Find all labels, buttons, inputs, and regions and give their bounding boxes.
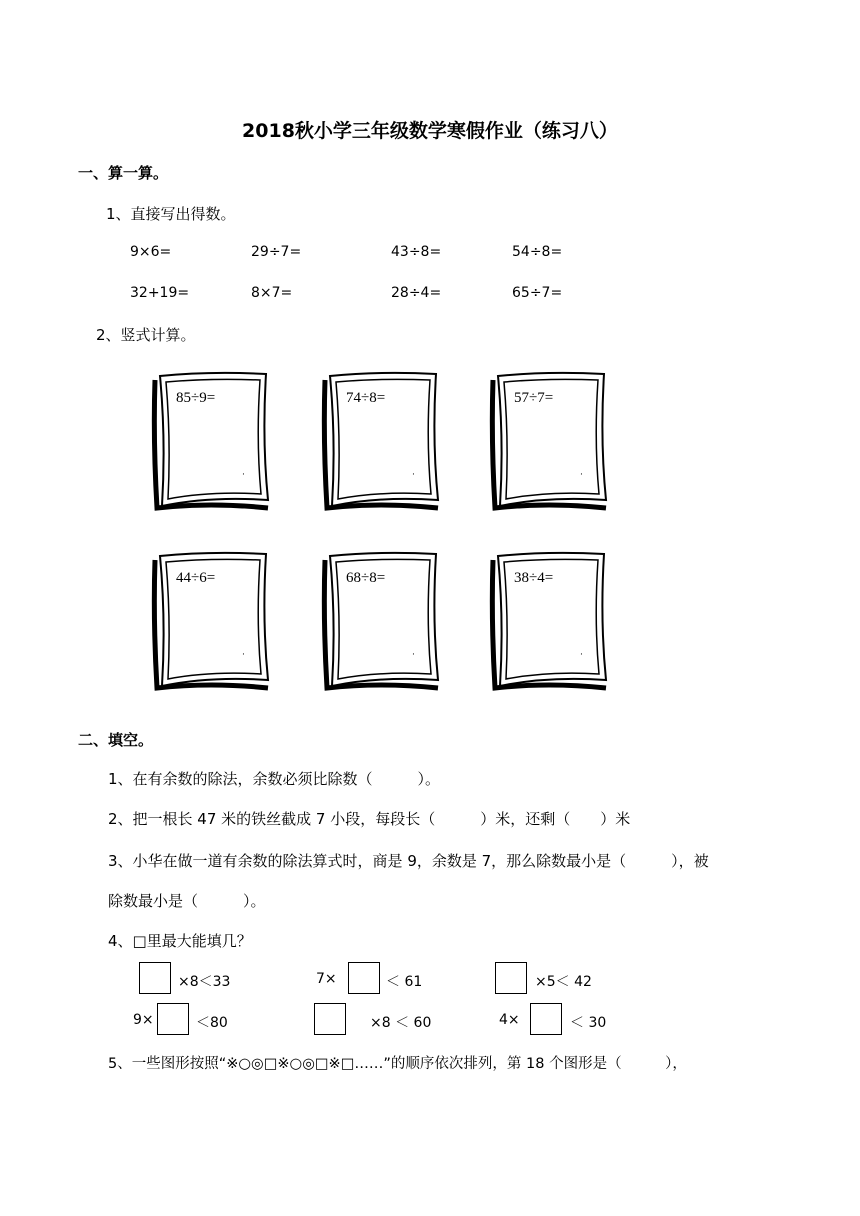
small-dot: · [242,470,245,480]
answer-box[interactable] [348,962,380,994]
fill-q1: 1、在有余数的除法，余数必须比除数（ ）。 [108,770,441,788]
small-dot: · [242,650,245,660]
inequality-text: ×8＜33 [178,974,231,990]
vertical-calc-expression: 74÷8= [346,390,386,406]
small-dot: · [580,470,583,480]
inequality-text: ＜ 30 [570,1015,607,1031]
inequality-text: ×8 ＜ 60 [370,1015,432,1031]
inequality-text: ×5＜ 42 [535,974,592,990]
fill-q2: 2、把一根长 47 米的铁丝截成 7 小段，每段长（ ）米，还剩（ ）米 [108,810,631,828]
fill-q5: 5、一些图形按照“※○◎□※○◎□※□……”的顺序依次排列，第 18 个图形是（ ）， [108,1056,687,1072]
calc-item: 28÷4= [391,285,442,301]
calc-item: 54÷8= [512,244,563,260]
fill-q4: 4、□里最大能填几？ [108,932,252,950]
answer-box[interactable] [495,962,527,994]
answer-box[interactable] [530,1003,562,1035]
vertical-calc-expression: 68÷8= [346,570,386,586]
q2-label: 2、竖式计算。 [96,326,196,344]
small-dot: · [412,650,415,660]
calc-frame [320,550,440,692]
section-2-heading: 二、填空。 [78,731,154,749]
section-1-heading: 一、算一算。 [78,164,169,182]
calc-item: 65÷7= [512,285,563,301]
q1-label: 1、直接写出得数。 [106,205,236,223]
calc-item: 32+19= [130,285,190,301]
answer-box[interactable] [314,1003,346,1035]
inequality-text: ＜ 61 [386,974,423,990]
small-dot: · [580,650,583,660]
answer-box[interactable] [157,1003,189,1035]
fill-q3-line1: 3、小华在做一道有余数的除法算式时，商是 9，余数是 7，那么除数最小是（ ），被 [108,852,709,870]
calc-item: 29÷7= [251,244,302,260]
calc-item: 8×7= [251,285,293,301]
calc-frame [150,550,270,692]
calc-frame [320,370,440,512]
calc-item: 43÷8= [391,244,442,260]
small-dot: · [412,470,415,480]
inequality-text: 9× [133,1012,154,1028]
calc-item: 9×6= [130,244,172,260]
vertical-calc-expression: 44÷6= [176,570,216,586]
fill-q3-line2: 除数最小是（ ）。 [108,892,266,910]
inequality-text: 4× [499,1012,520,1028]
page-title: 2018秋小学三年级数学寒假作业（练习八） [242,120,618,142]
vertical-calc-expression: 85÷9= [176,390,216,406]
inequality-text: ＜80 [196,1015,228,1031]
calc-frame [488,550,608,692]
calc-frame [150,370,270,512]
inequality-text: 7× [316,971,337,987]
calc-frame [488,370,608,512]
vertical-calc-expression: 57÷7= [514,390,554,406]
vertical-calc-expression: 38÷4= [514,570,554,586]
answer-box[interactable] [139,962,171,994]
